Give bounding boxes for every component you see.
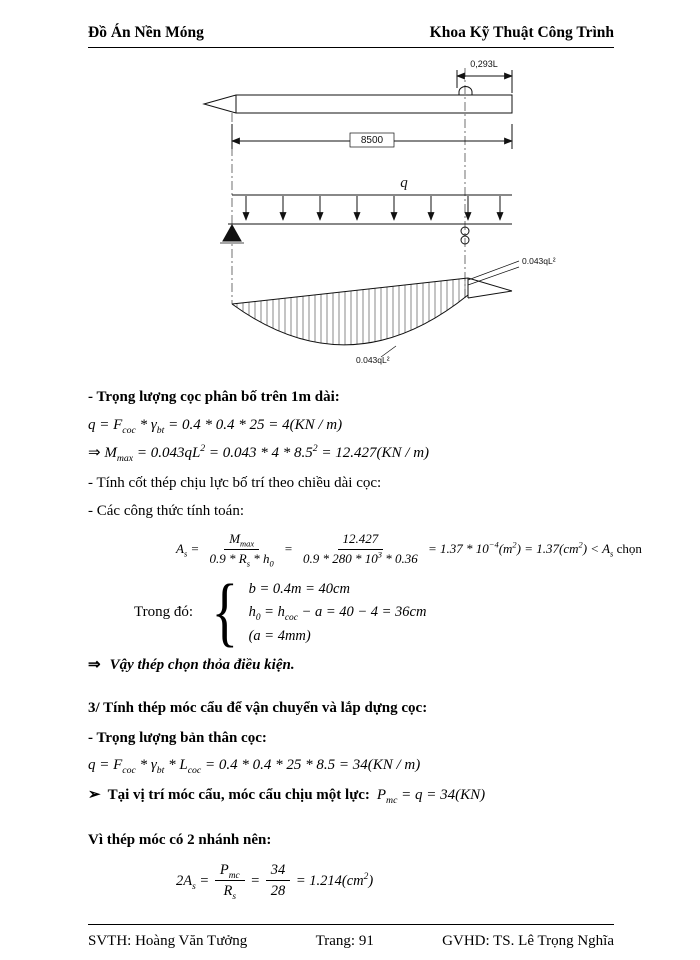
- implies-arrow-icon: ⇒: [88, 656, 101, 673]
- fraction-denominator: $R_s$: [223, 883, 236, 903]
- diagram-lines: [204, 68, 519, 357]
- where-case-a: (a = 4mm): [248, 627, 311, 644]
- heading-section-3: 3/ Tính thép móc cẩu để vận chuyển và lắp dựng cọc:: [88, 699, 428, 716]
- formula-as-tail: = $1.37 * 10^{-4}(m^2) = 1.37(cm^2) < A_s$ chọn: [424, 539, 642, 559]
- lifting-hook-icon: [459, 87, 472, 96]
- moment-bottom-label: 0.043qL²: [356, 355, 390, 365]
- where-cases: [249, 580, 427, 645]
- conclusion-line: [88, 656, 616, 675]
- brace-icon: {: [211, 569, 239, 656]
- dim-length-label: 8500: [360, 135, 384, 146]
- fraction-symbolic: [215, 861, 245, 901]
- header-title-right: Khoa Kỹ Thuật Công Trình: [429, 24, 614, 41]
- fraction-numeric: [266, 861, 291, 901]
- load-label: q: [400, 175, 408, 191]
- dim-hook-label: 0,293L: [470, 59, 498, 69]
- formula-as: [176, 531, 642, 569]
- fraction-numerator: $P_{mc}$: [215, 861, 245, 881]
- bullet-marker-icon: ➢: [88, 787, 101, 804]
- fraction-denominator: $0.9 * 280 * 10^3 * 0.36$: [303, 549, 418, 566]
- construction-lines: [232, 68, 465, 304]
- moment-diagram: [232, 261, 519, 357]
- conclusion-text: Vậy thép chọn thỏa điều kiện.: [109, 656, 295, 673]
- heading-two-branches: Vì thép móc có 2 nhánh nên:: [88, 832, 272, 849]
- header-title-left: Đồ Án Nền Móng: [88, 24, 204, 41]
- fraction-symbolic: [205, 531, 279, 567]
- fraction-numerator: 12.427: [338, 531, 384, 549]
- heading-pile-weight: - Trọng lượng cọc phân bố trên 1m dài:: [88, 389, 340, 405]
- formula-pmc: $P_{mc} = q = 34(KN)$: [376, 787, 486, 807]
- page-header: [88, 24, 614, 48]
- formula-2as-lead: $2A_s$ =: [176, 872, 213, 892]
- where-case-h0: $h_0 = h_{coc} - a = 40 - 4 = 36cm$: [248, 604, 427, 624]
- fraction-denominator: $0.9 * R_s * h_0$: [209, 550, 274, 569]
- moment-top-label: 0.043qL²: [522, 256, 556, 266]
- formula-2as: [176, 861, 616, 901]
- fraction-numerator: 34: [266, 861, 291, 881]
- pile-lifting-diagram: [0, 52, 700, 382]
- formula-as-lead: $A_s$ =: [176, 541, 203, 559]
- formula-2as-equals: =: [246, 872, 264, 889]
- heading-self-weight: - Trọng lượng bản thân cọc:: [88, 729, 267, 746]
- line-steel-note: - Tính cốt thép chịu lực bố trí theo chiều dài cọc:: [88, 474, 382, 491]
- footer-student: SVTH: Hoàng Văn Tưởng: [88, 933, 248, 949]
- hook-force-text: Tại vị trí móc cẩu, móc cẩu chịu một lực:: [107, 787, 370, 804]
- formula-q: $q = F_{coc} * \gamma_{bt} = 0.4 * 0.4 * 25 = 4(KN / m)$: [88, 416, 343, 436]
- formula-2as-tail: = $1.214(cm^2)$: [292, 871, 374, 889]
- where-label: Trong đó:: [134, 604, 194, 621]
- where-block: [134, 569, 616, 656]
- hook-force-line: [88, 786, 616, 805]
- where-case-b: b = 0.4m = 40cm: [248, 581, 350, 598]
- line-formulas-note: - Các công thức tính toán:: [88, 502, 245, 519]
- footer-page-number: Trang: 91: [315, 933, 374, 949]
- fraction-numeric: [298, 531, 423, 567]
- fraction-denominator: 28: [270, 883, 286, 900]
- fraction-numerator: $M_{max}$: [224, 531, 259, 549]
- formula-q2: $q = F_{coc} * \gamma_{bt} * L_{coc} = 0.4 * 0.4 * 25 * 8.5 = 34(KN / m)$: [88, 757, 421, 777]
- distributed-load: [228, 195, 512, 224]
- footer-advisor: GVHD: TS. Lê Trọng Nghĩa: [442, 933, 614, 949]
- page-footer: [88, 924, 614, 950]
- document-body: [88, 388, 642, 903]
- formula-mmax: ⇒ $M_{max} = 0.043qL^2 = 0.043 * 4 * 8.5^2 = 12.427(KN / m)$: [88, 442, 430, 464]
- pile-body: [204, 87, 512, 114]
- formula-as-equals: =: [280, 541, 297, 557]
